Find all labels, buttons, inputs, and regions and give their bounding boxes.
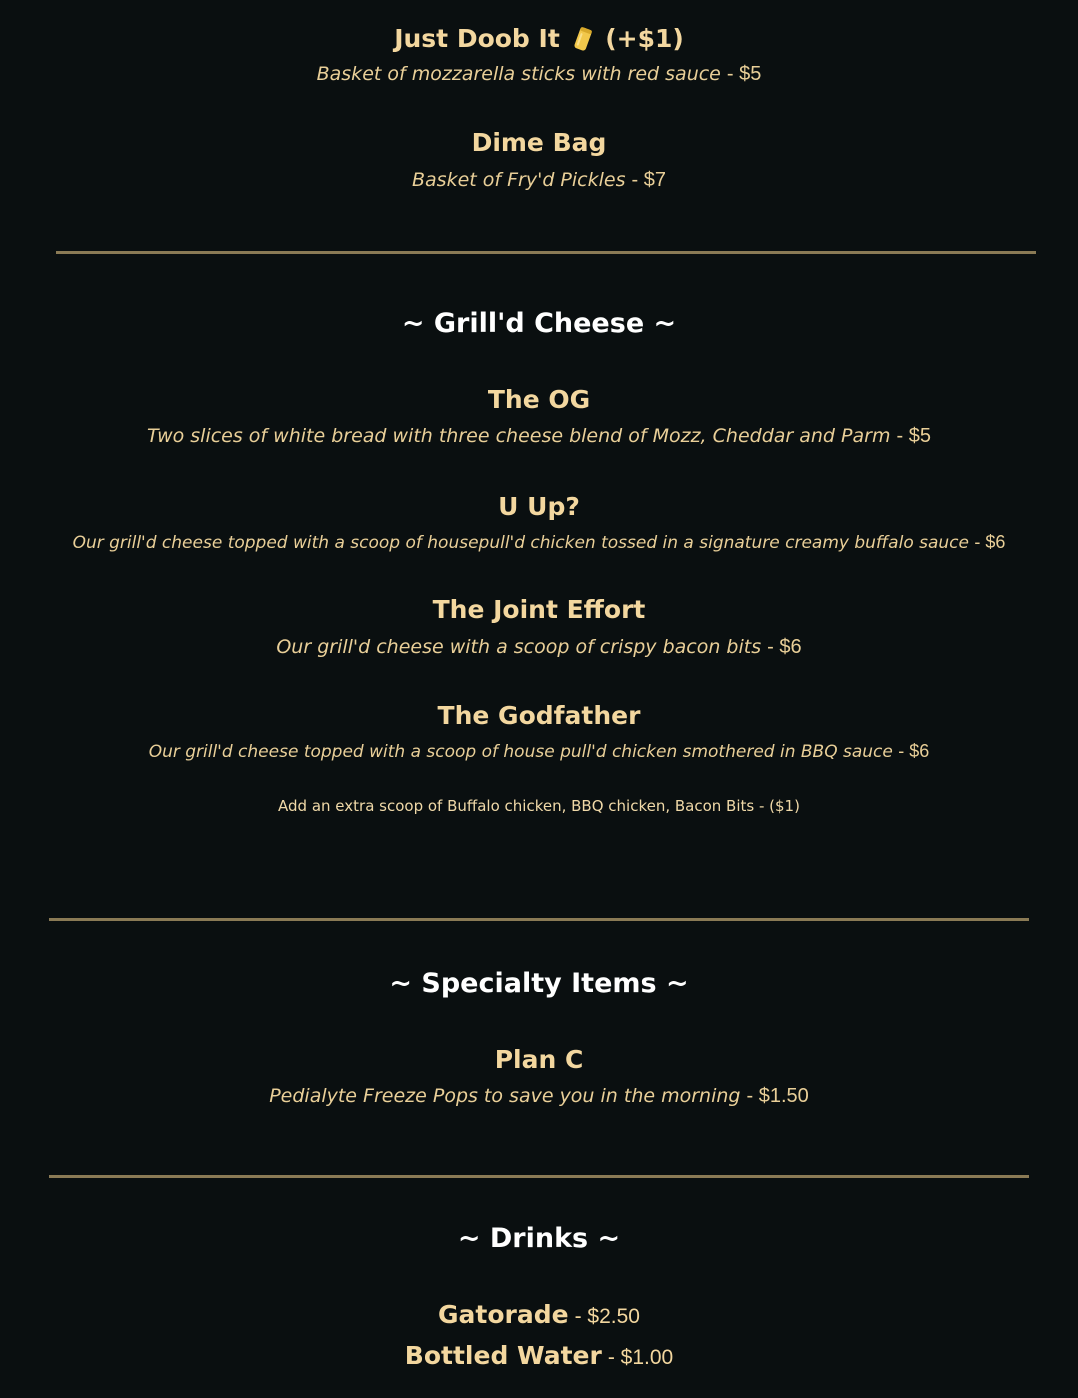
add-on-note: Add an extra scoop of Buffalo chicken, BBQ chicken, Bacon Bits - ($1) bbox=[278, 797, 800, 815]
menu-item-description: Our grill'd cheese with a scoop of crispy bacon bits - $6 bbox=[276, 636, 802, 658]
menu-item-description: Pedialyte Freeze Pops to save you in the morning - $1.50 bbox=[269, 1085, 809, 1107]
menu-item-name: U Up? bbox=[498, 492, 580, 521]
section-divider bbox=[49, 1175, 1029, 1178]
section-title: ~ Grill'd Cheese ~ bbox=[401, 308, 677, 339]
drink-name: Gatorade bbox=[438, 1300, 569, 1329]
menu-item-name: Just Doob It (+$1) bbox=[394, 24, 684, 53]
drink-price: - $1.00 bbox=[607, 1346, 674, 1369]
section-divider bbox=[49, 918, 1029, 921]
drink-item bbox=[0, 1340, 1078, 1374]
menu-item-description: Basket of Fry'd Pickles - $7 bbox=[412, 169, 666, 191]
menu-item-description: Basket of mozzarella sticks with red sauce - $5 bbox=[316, 63, 762, 85]
section-title: ~ Specialty Items ~ bbox=[389, 968, 689, 999]
drink-item bbox=[0, 1299, 1078, 1333]
section-title: ~ Drinks ~ bbox=[457, 1223, 621, 1254]
menu-item-description: Two slices of white bread with three cheese blend of Mozz, Cheddar and Parm - $5 bbox=[147, 425, 931, 447]
menu-item-name: The Joint Effort bbox=[432, 595, 646, 624]
drink-price: - $2.50 bbox=[574, 1305, 640, 1328]
menu-item-description: Our grill'd cheese topped with a scoop of housepull'd chicken tossed in a signature creamy buffalo sauce - $6 bbox=[72, 532, 1006, 553]
menu-item-name: Dime Bag bbox=[471, 128, 607, 157]
section-divider bbox=[56, 251, 1036, 254]
menu-item-name: Plan C bbox=[494, 1045, 584, 1074]
menu-item-name: The Godfather bbox=[437, 701, 641, 730]
menu-item-description: Our grill'd cheese topped with a scoop of house pull'd chicken smothered in BBQ sauce - $6 bbox=[148, 741, 930, 762]
menu-item-name: The OG bbox=[487, 385, 591, 414]
soda-can-icon bbox=[573, 25, 593, 53]
drink-name: Bottled Water bbox=[404, 1341, 602, 1370]
